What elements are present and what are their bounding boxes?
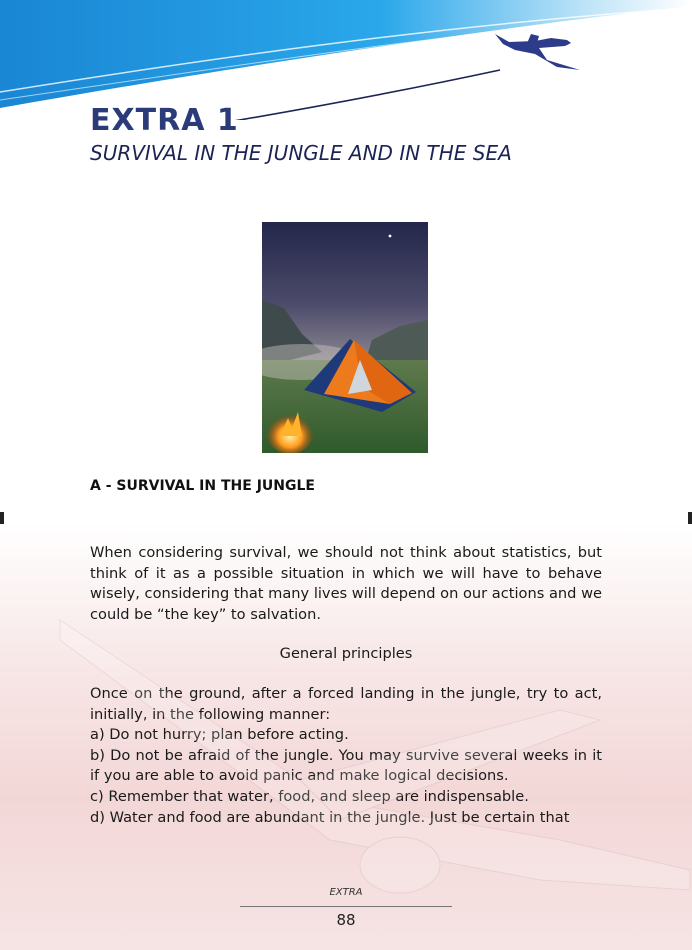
list-item: d) Water and food are abundant in the jungle. Just be certain that: [90, 808, 570, 826]
footer-divider: [240, 906, 452, 907]
fold-mark-right: [688, 512, 692, 524]
lead-paragraph: Once on the ground, after a forced landing in the jungle, try to act, initially, in the following manner:: [90, 685, 602, 723]
header-banner: [0, 0, 692, 120]
list-item: b) Do not be afraid of the jungle. You may survive several weeks in it if you are able to avoid panic and make logical decisions.: [90, 746, 602, 785]
principles-list: [90, 684, 602, 828]
sub-heading: General principles: [279, 645, 413, 662]
airplane-icon: [495, 34, 580, 70]
tent-photo: [262, 222, 428, 453]
list-item: c) Remember that water, food, and sleep are indispensable.: [90, 787, 529, 805]
footer-label: EXTRA: [329, 887, 363, 898]
page-number: 88: [336, 911, 356, 929]
chapter-title: EXTRA 1: [90, 103, 239, 138]
intro-paragraph: When considering survival, we should not think about statistics, but think of it as a possible situation in which we will have to behave wisely, considering that many lives will depend on our actions and we could be “the key” to salvation.: [90, 544, 602, 623]
chapter-subtitle: SURVIVAL IN THE JUNGLE AND IN THE SEA: [90, 141, 512, 165]
list-item: a) Do not hurry; plan before acting.: [90, 726, 349, 744]
fold-mark-left: [0, 512, 4, 524]
section-heading: A - SURVIVAL IN THE JUNGLE: [90, 478, 315, 494]
